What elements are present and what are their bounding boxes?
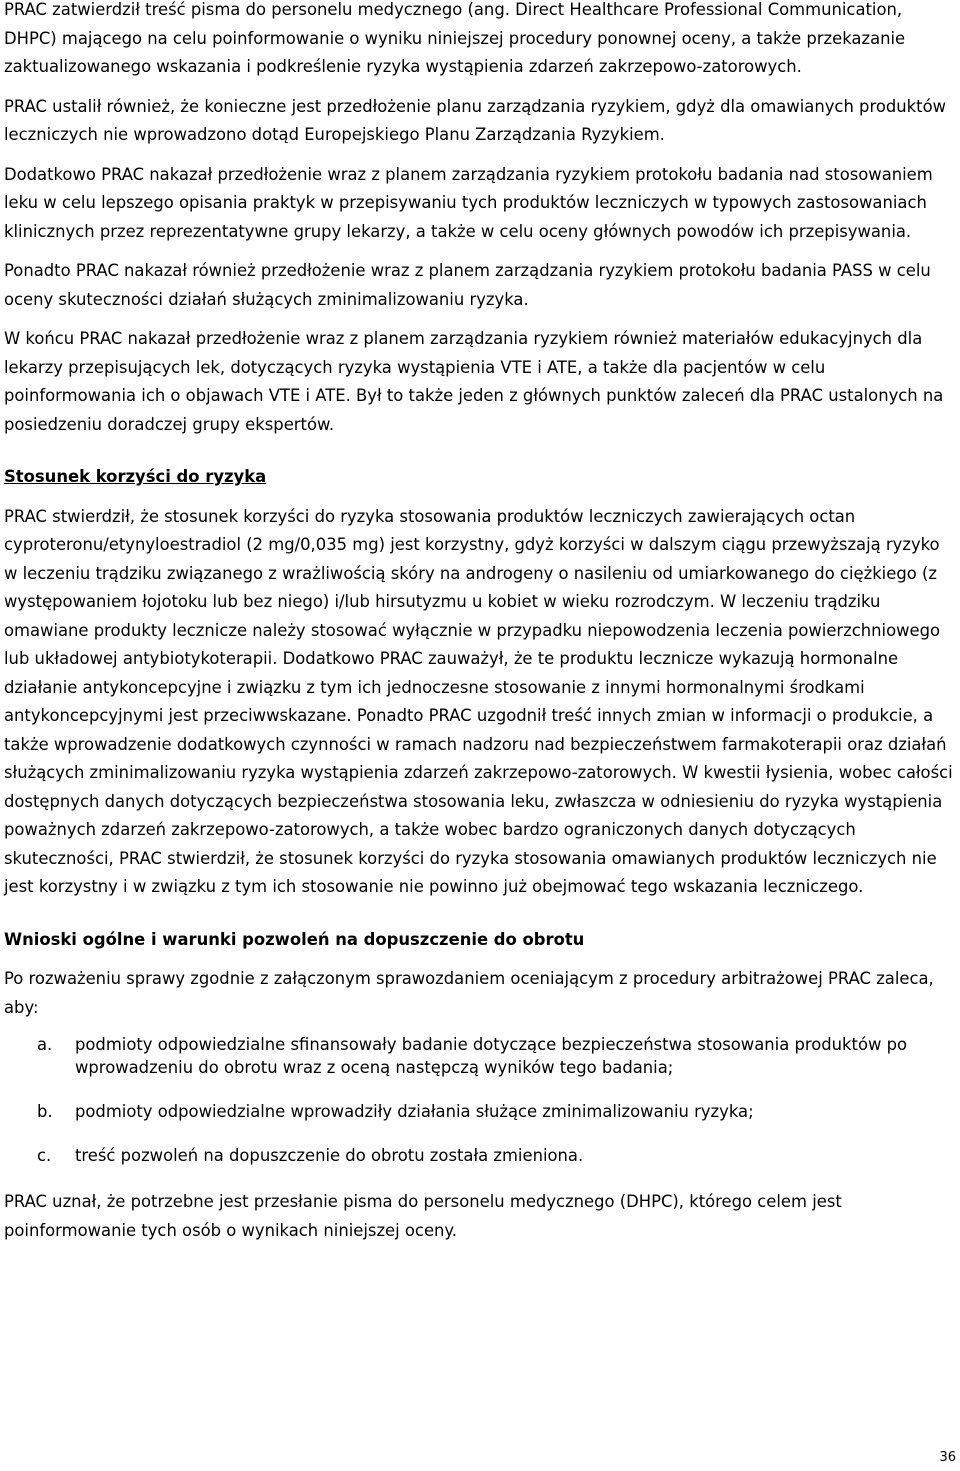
page-number: 36 [939,1450,956,1465]
paragraph-educational-materials: W końcu PRAC nakazał przedłożenie wraz z planem zarządzania ryzykiem również materiałów edukacyjnych dla lekarzy przepisujących lek, dotyczących ryzyka wystąpienia VTE i ATE, a także dla pacjentów w celu poinformowania ich o objawach VTE i ATE. Był to także jeden z głównych punktów zaleceń dla PRAC ustalonych na posiedzeniu doradczej grupy ekspertów. [4,329,944,434]
list-item [4,1100,956,1123]
list-item-text: treść pozwoleń na dopuszczenie do obrotu została zmieniona. [75,1146,584,1165]
section-heading-conclusions: Wnioski ogólne i warunki pozwoleń na dopuszczenie do obrotu [4,929,585,949]
list-item [4,1144,956,1167]
paragraph-drug-utilisation-study: Dodatkowo PRAC nakazał przedłożenie wraz z planem zarządzania ryzykiem protokołu badania nad stosowaniem leku w celu lepszego opisania praktyk w przepisywaniu tych produktów leczniczych w typowych zastosowaniach klinicznych przez reprezentatywne grupy lekarzy, a także w celu oceny głównych powodów ich przepisywania. [4,164,933,241]
recommendations-list [4,1033,956,1167]
list-item-text: podmioty odpowiedzialne sfinansowały badanie dotyczące bezpieczeństwa stosowania produktów po wprowadzeniu do obrotu wraz z oceną następczą wyników tego badania; [75,1035,908,1077]
document-page [4,0,956,1256]
list-item-text: podmioty odpowiedzialne wprowadziły działania służące zminimalizowaniu ryzyka; [75,1102,754,1121]
paragraph-dhpc-closing: PRAC uznał, że potrzebne jest przesłanie pisma do personelu medycznego (DHPC), którego celem jest poinformowanie tych osób o wynikach niniejszej oceny. [4,1192,842,1240]
list-marker: c. [37,1146,52,1165]
list-marker: a. [37,1035,53,1054]
list-marker: b. [37,1102,53,1121]
paragraph-rmp-requirement: PRAC ustalił również, że konieczne jest przedłożenie planu zarządzania ryzykiem, gdyż dla omawianych produktów leczniczych nie wprowadzono dotąd Europejskiego Planu Zarządzania Ryzykiem. [4,96,946,144]
paragraph-conclusions-intro: Po rozważeniu sprawy zgodnie z załączonym sprawozdaniem oceniającym z procedury arbitrażowej PRAC zaleca, aby: [4,969,934,1017]
list-item [4,1033,956,1079]
paragraph-pass-protocol: Ponadto PRAC nakazał również przedłożenie wraz z planem zarządzania ryzykiem protokołu badania PASS w celu oceny skuteczności działań służących zminimalizowaniu ryzyka. [4,261,931,309]
paragraph-benefit-risk: PRAC stwierdził, że stosunek korzyści do ryzyka stosowania produktów leczniczych zawierających octan cyproteronu/etynyloestradiol (2 mg/0,035 mg) jest korzystny, gdyż korzyści w dalszym ciągu przewyższają ryzyko w leczeniu trądziku związanego z wrażliwością skóry na androgeny o nasileniu od umiarkowanego do ciężkiego (z występowaniem łojotoku lub bez niego) i/lub hirsutyzmu u kobiet w wieku rozrodczym. W leczeniu trądziku omawiane produkty lecznicze należy stosować wyłącznie w przypadku niepowodzenia leczenia powierzchniowego lub układowej antybiotykoterapii. Dodatkowo PRAC zauważył, że te produktu lecznicze wykazują hormonalne działanie antykoncepcyjne i związku z tym ich jednoczesne stosowanie z innymi hormonalnymi środkami antykoncepcyjnymi jest przeciwwskazane. Ponadto PRAC uzgodnił treść innych zmian w informacji o produkcie, a także wprowadzenie dodatkowych czynności w ramach nadzoru nad bezpieczeństwem farmakoterapii oraz działań służących zminimalizowaniu ryzyka wystąpienia zdarzeń zakrzepowo-zatorowych. W kwestii łysienia, wobec całości dostępnych danych dotyczących bezpieczeństwa stosowania leku, zwłaszcza w odniesieniu do ryzyka wystąpienia poważnych zdarzeń zakrzepowo-zatorowych, a także wobec bardzo ograniczonych danych dotyczących skuteczności, PRAC stwierdził, że stosunek korzyści do ryzyka stosowania omawianych produktów leczniczych nie jest korzystny i w związku z tym ich stosowanie nie powinno już obejmować tego wskazania leczniczego. [4,506,953,896]
section-heading-benefit-risk: Stosunek korzyści do ryzyka [4,467,267,486]
paragraph-dhpc-approval: PRAC zatwierdził treść pisma do personelu medycznego (ang. Direct Healthcare Professional Communication, DHPC) mającego na celu poinformowanie o wyniku niniejszej procedury ponownej oceny, a także przekazanie zaktualizowanego wskazania i podkreślenie ryzyka wystąpienia zdarzeń zakrzepowo-zatorowych. [4,0,906,76]
